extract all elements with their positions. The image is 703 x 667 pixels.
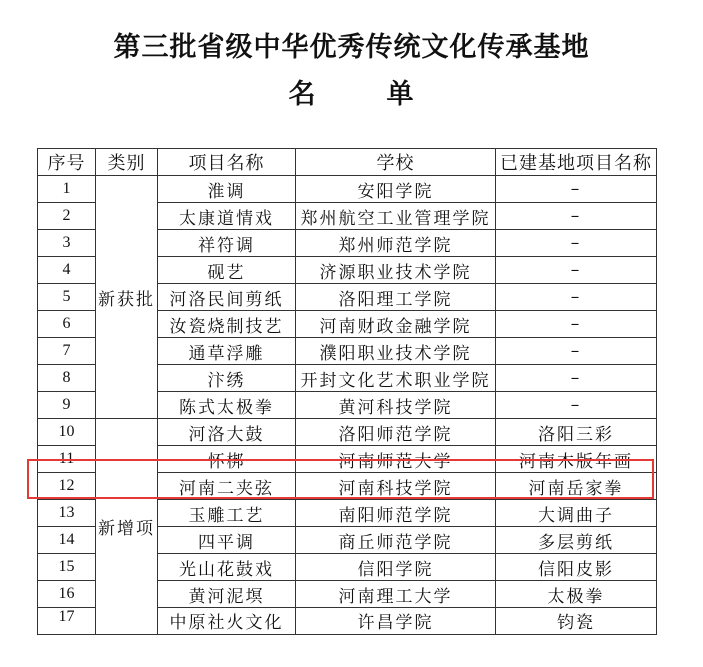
row-index: 8 [38, 365, 96, 392]
school-cell: 濮阳职业技术学院 [296, 338, 496, 365]
project-cell: 砚艺 [158, 257, 296, 284]
existing-cell: 河南木版年画 [496, 446, 657, 473]
category-cell: 新增项 [96, 419, 158, 635]
header-existing-project: 已建基地项目名称 [496, 149, 657, 176]
row-index: 17 [38, 608, 96, 635]
existing-cell: 太极拳 [496, 581, 657, 608]
subtitle-char-2: 单 [386, 79, 415, 110]
row-index: 15 [38, 554, 96, 581]
school-cell: 开封文化艺术职业学院 [296, 365, 496, 392]
row-index: 13 [38, 500, 96, 527]
existing-cell: – [496, 284, 657, 311]
school-cell: 郑州航空工业管理学院 [296, 203, 496, 230]
existing-cell: – [496, 365, 657, 392]
school-cell: 河南财政金融学院 [296, 311, 496, 338]
header-index: 序号 [38, 149, 96, 176]
school-cell: 河南师范大学 [296, 446, 496, 473]
row-index: 16 [38, 581, 96, 608]
project-cell: 汴绣 [158, 365, 296, 392]
existing-cell: – [496, 176, 657, 203]
row-index: 10 [38, 419, 96, 446]
row-index: 2 [38, 203, 96, 230]
row-index: 1 [38, 176, 96, 203]
existing-cell: 多层剪纸 [496, 527, 657, 554]
table-row [38, 176, 657, 203]
project-cell: 太康道情戏 [158, 203, 296, 230]
school-cell: 济源职业技术学院 [296, 257, 496, 284]
row-index: 6 [38, 311, 96, 338]
existing-cell: 洛阳三彩 [496, 419, 657, 446]
existing-cell: 钧瓷 [496, 608, 657, 635]
project-cell: 河洛大鼓 [158, 419, 296, 446]
project-cell: 中原社火文化 [158, 608, 296, 635]
existing-cell: 大调曲子 [496, 500, 657, 527]
existing-cell: – [496, 257, 657, 284]
school-cell: 河南科技学院 [296, 473, 496, 500]
header-category: 类别 [96, 149, 158, 176]
table-row [38, 419, 657, 446]
project-cell: 汝瓷烧制技艺 [158, 311, 296, 338]
row-index: 4 [38, 257, 96, 284]
table-header-row [38, 149, 657, 176]
school-cell: 洛阳理工学院 [296, 284, 496, 311]
row-index: 11 [38, 446, 96, 473]
header-project: 项目名称 [158, 149, 296, 176]
school-cell: 河南理工大学 [296, 581, 496, 608]
row-index: 14 [38, 527, 96, 554]
row-index: 12 [38, 473, 96, 500]
project-cell: 陈式太极拳 [158, 392, 296, 419]
row-index: 7 [38, 338, 96, 365]
project-cell: 河洛民间剪纸 [158, 284, 296, 311]
project-cell: 光山花鼓戏 [158, 554, 296, 581]
project-cell: 祥符调 [158, 230, 296, 257]
school-cell: 郑州师范学院 [296, 230, 496, 257]
school-cell: 商丘师范学院 [296, 527, 496, 554]
base-list-table [37, 148, 657, 635]
existing-cell: – [496, 338, 657, 365]
school-cell: 信阳学院 [296, 554, 496, 581]
project-cell: 怀梆 [158, 446, 296, 473]
school-cell: 许昌学院 [296, 608, 496, 635]
row-index: 3 [38, 230, 96, 257]
school-cell: 安阳学院 [296, 176, 496, 203]
existing-cell: 河南岳家拳 [496, 473, 657, 500]
category-cell: 新获批 [96, 176, 158, 419]
document-subtitle [0, 72, 703, 111]
header-school: 学校 [296, 149, 496, 176]
subtitle-char-1: 名 [288, 79, 317, 110]
row-index: 9 [38, 392, 96, 419]
project-cell: 通草浮雕 [158, 338, 296, 365]
school-cell: 黄河科技学院 [296, 392, 496, 419]
project-cell: 河南二夹弦 [158, 473, 296, 500]
existing-cell: 信阳皮影 [496, 554, 657, 581]
project-cell: 四平调 [158, 527, 296, 554]
project-cell: 淮调 [158, 176, 296, 203]
row-index: 5 [38, 284, 96, 311]
document-title: 第三批省级中华优秀传统文化传承基地 [113, 32, 590, 63]
existing-cell: – [496, 392, 657, 419]
existing-cell: – [496, 203, 657, 230]
school-cell: 洛阳师范学院 [296, 419, 496, 446]
project-cell: 玉雕工艺 [158, 500, 296, 527]
existing-cell: – [496, 311, 657, 338]
existing-cell: – [496, 230, 657, 257]
school-cell: 南阳师范学院 [296, 500, 496, 527]
project-cell: 黄河泥塓 [158, 581, 296, 608]
